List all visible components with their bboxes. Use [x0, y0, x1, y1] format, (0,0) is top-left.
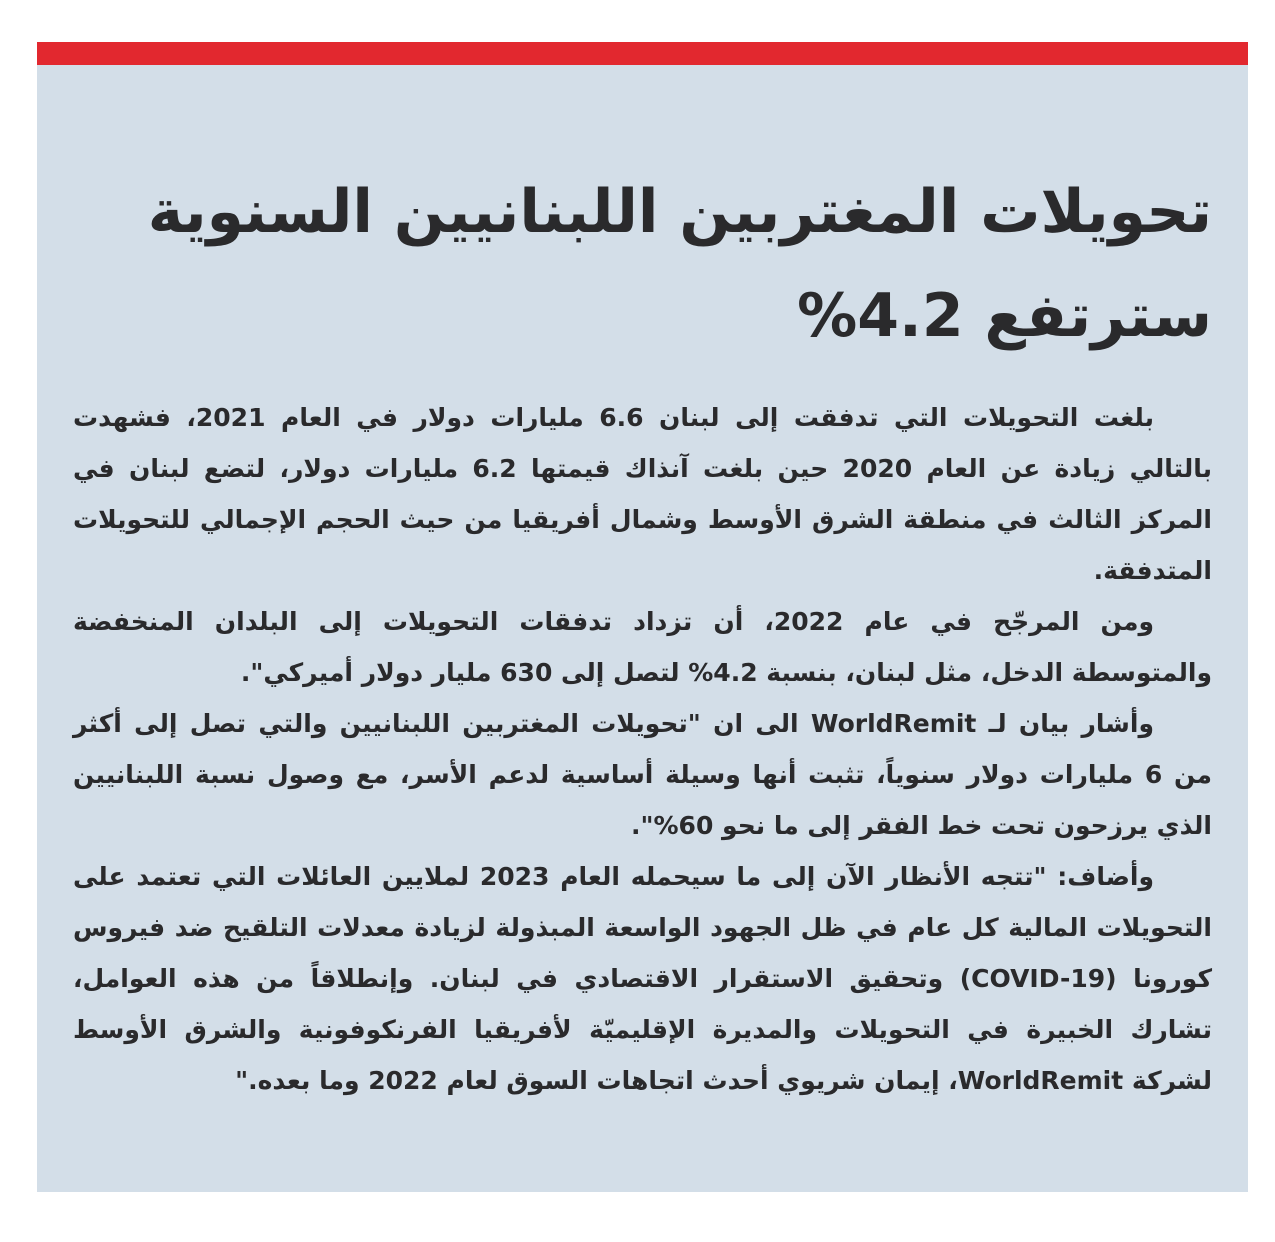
article-card: [37, 42, 1248, 1192]
red-accent-bar: [37, 42, 1248, 65]
paragraph-worldremit-statement: وأشار بيان لـ WorldRemit الى ان "تحويلات المغتربين اللبنانيين والتي تصل إلى أكثر من 6 مليارات دولار سنوياً، تثبت أنها وسيلة أساسية لدعم الأسر، مع وصول نسبة اللبنانيين الذي يرزحون تحت خط الفقر إلى ما نحو 60%".: [73, 709, 1213, 840]
headline: تحويلات المغتربين اللبنانيين السنوية سترتفع 4.2%: [147, 177, 1212, 351]
paragraph-remittances-2021: بلغت التحويلات التي تدفقت إلى لبنان 6.6 مليارات دولار في العام 2021، فشهدت بالتالي زيادة عن العام 2020 حين بلغت آنذاك قيمتها 6.2 مليارات دولار، لتضع لبنان في المركز الثالث في منطقة الشرق الأوسط وشمال أفريقيا من حيث الحجم الإجمالي للتحويلات المتدفقة.: [73, 403, 1213, 585]
paragraph-2023-outlook: وأضاف: "تتجه الأنظار الآن إلى ما سيحمله العام 2023 لملايين العائلات التي تعتمد على التحويلات المالية كل عام في ظل الجهود الواسعة المبذولة لزيادة معدلات التلقيح ضد فيروس كورونا (COVID-19) وتحقيق الاستقرار الاقتصادي في لبنان. وإنطلاقاً من هذه العوامل، تشارك الخبيرة في التحويلات والمديرة الإقليميّة لأفريقيا الفرنكوفونية والشرق الأوسط لشركة WorldRemit، إيمان شريوي أحدث اتجاهات السوق لعام 2022 وما بعده.": [73, 862, 1212, 1095]
article-body: [73, 392, 1212, 1106]
paragraph-2022-forecast: ومن المرجّح في عام 2022، أن تزداد تدفقات التحويلات إلى البلدان المنخفضة والمتوسطة الدخل، مثل لبنان، بنسبة 4.2% لتصل إلى 630 مليار دولار أميركي".: [73, 607, 1212, 687]
